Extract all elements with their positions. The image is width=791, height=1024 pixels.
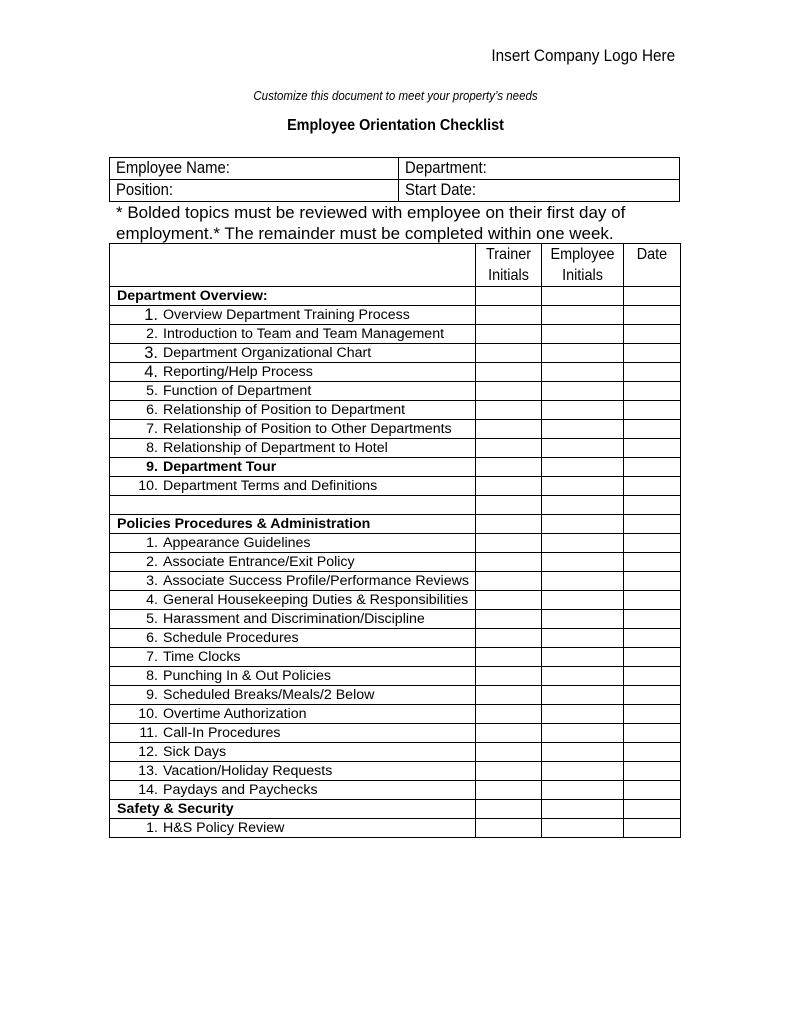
employee-initials-cell[interactable] <box>542 591 624 610</box>
checklist-item-topic <box>110 534 476 553</box>
trainer-initials-cell[interactable] <box>476 591 542 610</box>
item-text: Appearance Guidelines <box>163 535 311 551</box>
item-text: Overtime Authorization <box>163 706 307 722</box>
date-cell[interactable] <box>624 781 681 800</box>
item-text: Schedule Procedures <box>163 630 299 646</box>
date-cell[interactable] <box>624 743 681 762</box>
trainer-initials-cell[interactable] <box>476 553 542 572</box>
item-text: Sick Days <box>163 744 227 760</box>
trainer-initials-cell[interactable] <box>476 743 542 762</box>
checklist-item-row <box>110 591 681 610</box>
checklist-item-row <box>110 743 681 762</box>
employee-initials-cell[interactable] <box>542 534 624 553</box>
checklist-item-row <box>110 439 681 458</box>
section-header-row <box>110 287 681 306</box>
checklist-item-topic <box>110 363 476 382</box>
trainer-initials-cell[interactable] <box>476 477 542 496</box>
item-text: Associate Success Profile/Performance Reviews <box>163 573 469 589</box>
checklist-item-topic <box>110 610 476 629</box>
date-cell[interactable] <box>624 572 681 591</box>
item-text: Call-In Procedures <box>163 725 281 741</box>
checklist-item-topic <box>110 458 476 477</box>
employee-initials-cell[interactable] <box>542 610 624 629</box>
item-text: Punching In & Out Policies <box>163 668 331 684</box>
checklist-item-topic <box>110 743 476 762</box>
date-cell[interactable] <box>624 439 681 458</box>
date-cell[interactable] <box>624 591 681 610</box>
employee-initials-cell[interactable] <box>542 477 624 496</box>
trainer-initials-cell[interactable] <box>476 363 542 382</box>
section-title: Safety & Security <box>110 800 476 819</box>
checklist-item-topic <box>110 705 476 724</box>
employee-name-label: Employee Name: <box>116 159 230 177</box>
checklist-item-row <box>110 762 681 781</box>
item-text: Department Terms and Definitions <box>163 478 378 494</box>
checklist-item-row <box>110 458 681 477</box>
checklist-item-topic <box>110 306 476 325</box>
page-title: Employee Orientation Checklist <box>287 117 504 134</box>
section-title: Department Overview: <box>110 287 476 306</box>
employee-initials-cell[interactable] <box>542 306 624 325</box>
item-number: 8. <box>146 440 158 456</box>
item-number: 10. <box>138 706 158 722</box>
employee-initials-cell <box>542 287 624 306</box>
date-cell[interactable] <box>624 401 681 420</box>
employee-initials-cell[interactable] <box>542 743 624 762</box>
item-text: General Housekeeping Duties & Responsibilities <box>163 592 469 608</box>
item-number: 11. <box>139 725 158 741</box>
checklist-item-row <box>110 382 681 401</box>
checklist-item-row <box>110 344 681 363</box>
item-text: Introduction to Team and Team Management <box>163 326 445 342</box>
date-cell[interactable] <box>624 648 681 667</box>
trainer-initials-cell[interactable] <box>476 762 542 781</box>
employee-initials-cell[interactable] <box>542 382 624 401</box>
company-logo-placeholder: Insert Company Logo Here <box>491 46 675 65</box>
trainer-initials-cell <box>476 800 542 819</box>
checklist-item-topic <box>110 724 476 743</box>
item-text: Vacation/Holiday Requests <box>163 763 333 779</box>
employee-initials-cell[interactable] <box>542 363 624 382</box>
trainer-initials-cell[interactable] <box>476 325 542 344</box>
date-cell[interactable] <box>624 667 681 686</box>
department-field[interactable] <box>399 158 680 180</box>
item-number: 2. <box>146 554 158 570</box>
orientation-checklist-table <box>109 243 681 838</box>
date-cell[interactable] <box>624 762 681 781</box>
start-date-label: Start Date: <box>405 181 476 199</box>
checklist-item-row <box>110 420 681 439</box>
employee-initials-cell[interactable] <box>542 325 624 344</box>
item-number: 2. <box>146 326 158 342</box>
item-text: H&S Policy Review <box>163 820 285 836</box>
employee-initials-cell[interactable] <box>542 667 624 686</box>
trainer-initials-cell[interactable] <box>476 629 542 648</box>
employee-initials-cell[interactable] <box>542 439 624 458</box>
item-number: 8. <box>146 668 158 684</box>
checklist-item-row <box>110 629 681 648</box>
section-title: Policies Procedures & Administration <box>110 515 476 534</box>
trainer-initials-cell[interactable] <box>476 458 542 477</box>
checklist-item-row <box>110 534 681 553</box>
date-cell[interactable] <box>624 420 681 439</box>
date-cell <box>624 800 681 819</box>
item-text: Reporting/Help Process <box>163 364 313 380</box>
date-cell <box>624 515 681 534</box>
checklist-item-row <box>110 667 681 686</box>
trainer-initials-cell[interactable] <box>476 610 542 629</box>
item-number: 1. <box>144 306 158 324</box>
employee-initials-cell[interactable] <box>542 781 624 800</box>
trainer-initials-cell[interactable] <box>476 306 542 325</box>
item-number: 9. <box>146 459 158 475</box>
checklist-item-topic <box>110 401 476 420</box>
date-cell <box>624 496 681 515</box>
checklist-item-topic <box>110 762 476 781</box>
info-row <box>110 180 680 202</box>
trainer-initials-cell <box>476 287 542 306</box>
employee-initials-cell[interactable] <box>542 344 624 363</box>
checklist-item-topic <box>110 439 476 458</box>
review-instructions: * Bolded topics must be reviewed with employee on their first day of employment.* The remainder must be completed within one week. <box>116 203 626 243</box>
employee-initials-cell[interactable] <box>542 572 624 591</box>
employee-initials-cell[interactable] <box>542 401 624 420</box>
item-text: Department Organizational Chart <box>163 345 372 361</box>
date-cell[interactable] <box>624 724 681 743</box>
item-text: Time Clocks <box>163 649 241 665</box>
item-number: 5. <box>146 611 158 627</box>
trainer-initials-cell[interactable] <box>476 382 542 401</box>
item-text: Paydays and Paychecks <box>163 782 318 798</box>
date-cell[interactable] <box>624 629 681 648</box>
checklist-item-row <box>110 553 681 572</box>
trainer-initials-cell[interactable] <box>476 572 542 591</box>
trainer-initials-column-header: Trainer Initials <box>476 244 542 287</box>
checklist-item-row <box>110 477 681 496</box>
trainer-initials-cell[interactable] <box>476 686 542 705</box>
date-cell[interactable] <box>624 344 681 363</box>
employee-initials-cell[interactable] <box>542 629 624 648</box>
employee-initials-cell[interactable] <box>542 819 624 838</box>
checklist-item-topic <box>110 591 476 610</box>
checklist-item-topic <box>110 325 476 344</box>
item-number: 7. <box>146 421 158 437</box>
item-text: Relationship of Position to Other Departments <box>163 421 452 437</box>
date-cell[interactable] <box>624 363 681 382</box>
employee-initials-cell[interactable] <box>542 705 624 724</box>
employee-initials-cell[interactable] <box>542 648 624 667</box>
blank-row <box>110 496 681 515</box>
checklist-item-topic <box>110 686 476 705</box>
employee-name-field[interactable] <box>110 158 399 180</box>
section-header-row <box>110 515 681 534</box>
checklist-item-topic <box>110 553 476 572</box>
employee-initials-cell[interactable] <box>542 420 624 439</box>
employee-initials-cell[interactable] <box>542 724 624 743</box>
item-text: Scheduled Breaks/Meals/2 Below <box>163 687 375 703</box>
date-cell[interactable] <box>624 610 681 629</box>
checklist-item-topic <box>110 344 476 363</box>
section-header-row <box>110 800 681 819</box>
employee-info-table <box>109 157 680 202</box>
employee-initials-cell[interactable] <box>542 686 624 705</box>
item-number: 6. <box>146 402 158 418</box>
date-cell[interactable] <box>624 306 681 325</box>
checklist-item-topic <box>110 477 476 496</box>
customize-note: Customize this document to meet your property’s needs <box>253 89 538 103</box>
topic-column-header <box>110 244 476 287</box>
checklist-item-row <box>110 401 681 420</box>
trainer-initials-cell[interactable] <box>476 667 542 686</box>
checklist-item-row <box>110 363 681 382</box>
checklist-item-row <box>110 648 681 667</box>
info-row <box>110 158 680 180</box>
date-cell[interactable] <box>624 458 681 477</box>
item-number: 4. <box>144 363 158 381</box>
checklist-item-topic <box>110 819 476 838</box>
checklist-item-topic <box>110 420 476 439</box>
checklist-item-topic <box>110 572 476 591</box>
checklist-item-topic <box>110 629 476 648</box>
item-number: 3. <box>146 573 158 589</box>
date-cell <box>624 287 681 306</box>
employee-initials-cell[interactable] <box>542 458 624 477</box>
checklist-item-row <box>110 306 681 325</box>
checklist-item-row <box>110 610 681 629</box>
start-date-field[interactable] <box>399 180 680 202</box>
employee-initials-cell <box>542 800 624 819</box>
trainer-initials-cell[interactable] <box>476 344 542 363</box>
trainer-initials-cell <box>476 515 542 534</box>
trainer-initials-cell[interactable] <box>476 819 542 838</box>
item-number: 14. <box>138 782 158 798</box>
item-number: 3. <box>144 344 158 362</box>
checklist-item-row <box>110 325 681 344</box>
checklist-item-row <box>110 819 681 838</box>
item-number: 9. <box>146 687 158 703</box>
item-number: 4. <box>146 592 158 608</box>
checklist-item-row <box>110 724 681 743</box>
employee-initials-cell <box>542 496 624 515</box>
date-cell[interactable] <box>624 382 681 401</box>
date-cell[interactable] <box>624 819 681 838</box>
checklist-item-topic <box>110 648 476 667</box>
trainer-initials-cell[interactable] <box>476 534 542 553</box>
trainer-initials-cell[interactable] <box>476 420 542 439</box>
trainer-initials-cell[interactable] <box>476 648 542 667</box>
trainer-initials-cell <box>476 496 542 515</box>
item-number: 7. <box>146 649 158 665</box>
employee-initials-column-header: Employee Initials <box>542 244 624 287</box>
trainer-initials-cell[interactable] <box>476 724 542 743</box>
employee-initials-cell[interactable] <box>542 553 624 572</box>
item-text: Department Tour <box>163 459 277 475</box>
item-number: 12. <box>138 744 158 760</box>
checklist-item-topic <box>110 382 476 401</box>
checklist-header-row <box>110 244 681 287</box>
position-label: Position: <box>116 181 173 199</box>
checklist-item-row <box>110 705 681 724</box>
date-cell[interactable] <box>624 686 681 705</box>
checklist-item-topic <box>110 781 476 800</box>
trainer-initials-cell[interactable] <box>476 781 542 800</box>
date-cell[interactable] <box>624 705 681 724</box>
item-text: Overview Department Training Process <box>163 307 410 323</box>
item-number: 5. <box>146 383 158 399</box>
item-text: Relationship of Department to Hotel <box>163 440 388 456</box>
item-text: Function of Department <box>163 383 312 399</box>
checklist-item-row <box>110 572 681 591</box>
item-number: 13. <box>138 763 158 779</box>
trainer-initials-cell[interactable] <box>476 705 542 724</box>
department-label: Department: <box>405 159 487 177</box>
checklist-item-row <box>110 686 681 705</box>
checklist-item-row <box>110 781 681 800</box>
employee-initials-cell <box>542 515 624 534</box>
date-cell[interactable] <box>624 477 681 496</box>
position-field[interactable] <box>110 180 399 202</box>
item-number: 1. <box>146 535 158 551</box>
item-text: Relationship of Position to Department <box>163 402 406 418</box>
date-cell[interactable] <box>624 553 681 572</box>
blank-cell <box>110 496 476 515</box>
trainer-initials-cell[interactable] <box>476 439 542 458</box>
date-column-header: Date <box>624 244 681 287</box>
item-number: 6. <box>146 630 158 646</box>
checklist-item-topic <box>110 667 476 686</box>
item-number: 1. <box>146 820 158 836</box>
employee-initials-cell[interactable] <box>542 762 624 781</box>
date-cell[interactable] <box>624 325 681 344</box>
item-number: 10. <box>138 478 158 494</box>
trainer-initials-cell[interactable] <box>476 401 542 420</box>
item-text: Associate Entrance/Exit Policy <box>163 554 355 570</box>
date-cell[interactable] <box>624 534 681 553</box>
item-text: Harassment and Discrimination/Discipline <box>163 611 425 627</box>
